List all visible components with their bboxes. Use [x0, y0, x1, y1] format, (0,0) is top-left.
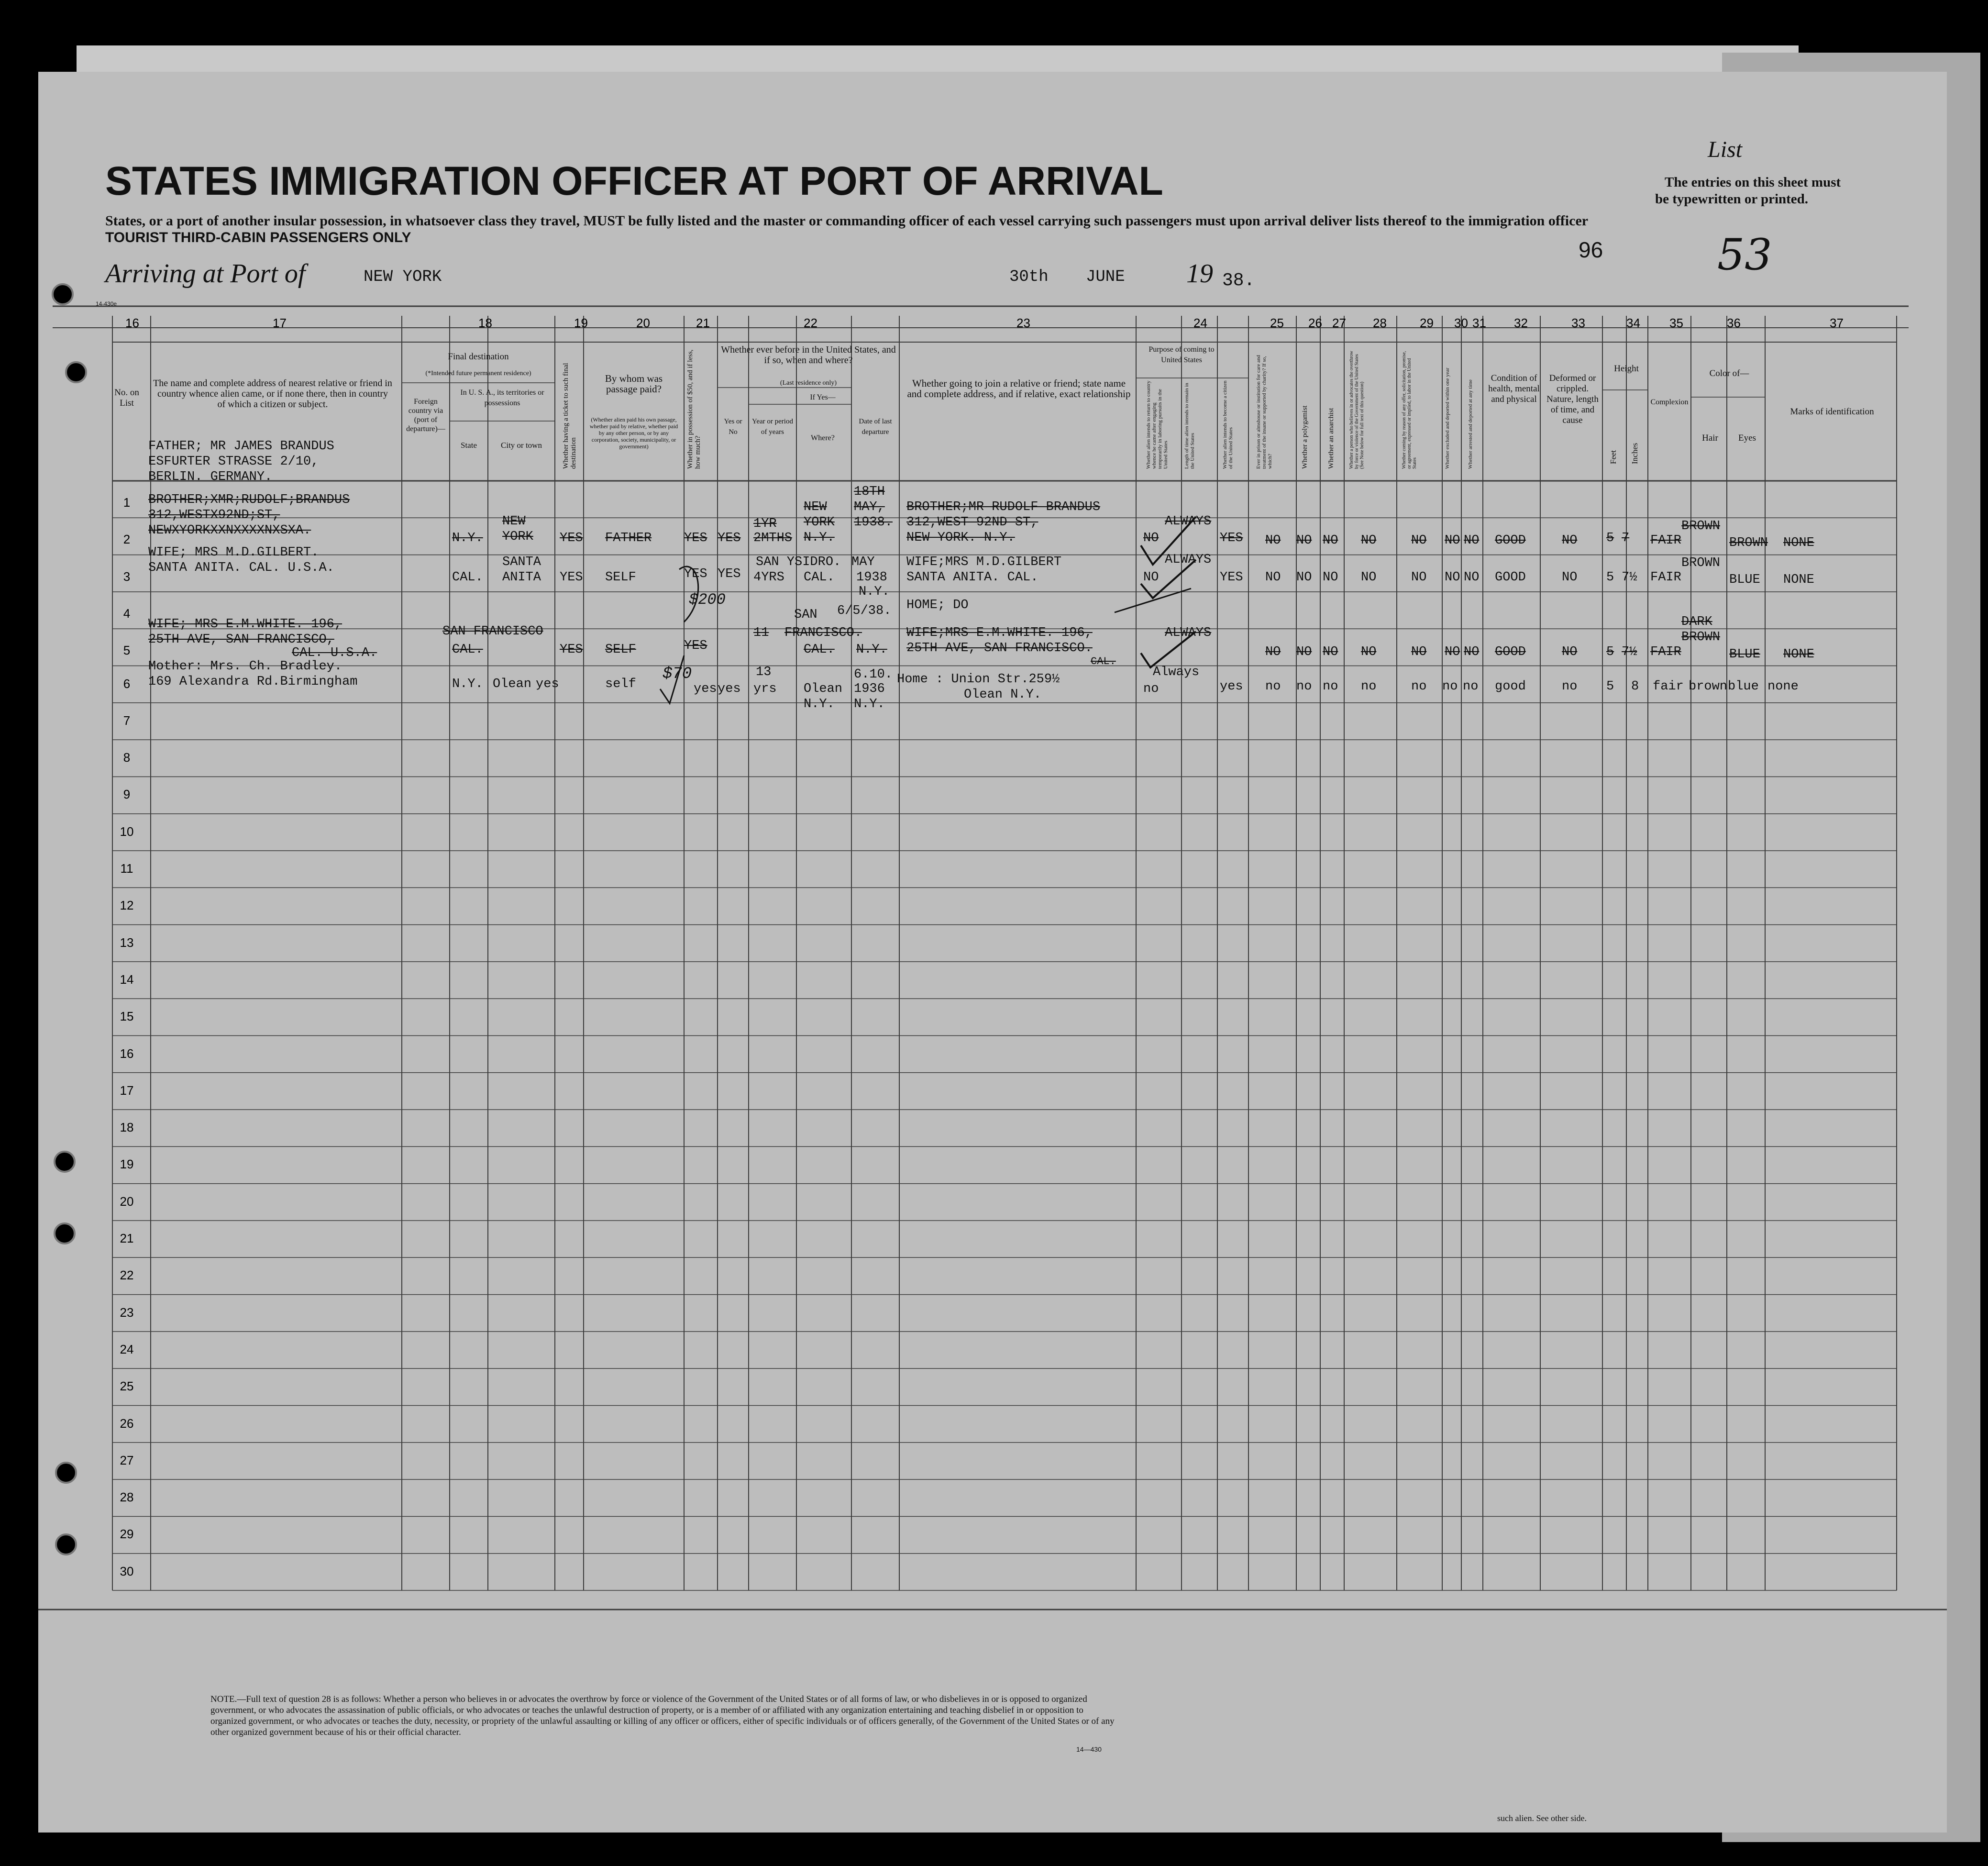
r1-join-3: NEW YORK. N.Y. — [906, 531, 1015, 545]
column-number: 36 — [1727, 316, 1741, 330]
r2-fifty-hand: $200 — [689, 591, 726, 609]
row-number: 11 — [120, 861, 133, 876]
r2-city-1: SANTA — [502, 555, 541, 569]
r2-c30: NO — [1445, 570, 1460, 585]
r2-c27: NO — [1323, 570, 1338, 585]
header-joining: Whether going to join a relative or friend; state name and complete address, and if relative, exact relationship — [907, 378, 1131, 400]
row-number: 17 — [120, 1083, 134, 1098]
r5-c25: no — [1265, 679, 1281, 694]
column-number: 33 — [1571, 316, 1585, 330]
r1-eyes: BROWN — [1729, 536, 1768, 550]
r1-fifty: YES — [684, 531, 707, 545]
r5-eyes: blue — [1728, 679, 1759, 694]
row-number: 10 — [120, 824, 134, 839]
r5-fifty-hand: $70 — [663, 665, 692, 683]
r1-relative-x2: 312,WESTX92ND;ST, — [148, 508, 280, 522]
r4-marks: NONE — [1783, 647, 1814, 662]
r1-date-2: MAY, — [854, 500, 885, 514]
r2-health: GOOD — [1495, 570, 1526, 585]
r1-c30: NO — [1445, 533, 1460, 548]
r2-join-1: WIFE;MRS M.D.GILBERT — [906, 555, 1062, 569]
entries-note-2: be typewritten or printed. — [1655, 191, 1809, 207]
footer-see-other: such alien. See other side. — [1497, 1813, 1587, 1823]
column-number: 16 — [125, 316, 139, 330]
header-fifty: Whether in possession of $50, and if less, how much? — [686, 349, 702, 469]
r5-inches: 8 — [1631, 679, 1639, 694]
r2-date-3: N.Y. — [859, 585, 890, 599]
list-number: 53 — [1717, 230, 1772, 280]
entries-note-1: The entries on this sheet must — [1665, 175, 1841, 190]
r2-relative-line2: SANTA ANITA. CAL. U.S.A. — [148, 561, 334, 575]
header-marks: Marks of identification — [1790, 407, 1874, 417]
r4-join-3: CAL. — [1091, 655, 1116, 667]
r4-ticket: YES — [560, 643, 583, 657]
header-final-destination: Final destination — [448, 352, 509, 362]
column-number: 30 — [1454, 316, 1468, 330]
r4-join-1: WIFE;MRS E.M.WHITE. 196, — [906, 626, 1093, 640]
r5-date-2: 1936 — [854, 682, 885, 696]
r4-health: GOOD — [1495, 645, 1526, 659]
header-col29: Whether coming by reason of any offer, solicitation, promise, or agreement, expressed or implied, to labor in the United States — [1402, 351, 1417, 469]
footer-form-code: 14—430 — [1076, 1745, 1102, 1753]
row-number: 16 — [120, 1046, 134, 1061]
r5-date-1: 6.10. — [854, 667, 893, 682]
footer-note: NOTE.—Full text of question 28 is as follows: Whether a person who believes in or advocates the overthrow by force or violence of the Government of the United States or of all forms of law, or who disbelieves in or is opposed to organized government, or who advocates the assassination of public officials, or who advocates or teaches the unlawful destruction of property, or is a member of or affiliated with any organization entertaining and teaching disbelief in or opposition to organized government, or who advocates or teaches the duty, necessity, or propriety of the unlawful assaulting or killing of any officer or officers, either of specific individuals or of officers generally, of the Government of the United States or of any other organized government because of his or their official character. — [210, 1694, 1115, 1737]
row-number: 14 — [120, 972, 134, 987]
r5-before: yes — [718, 682, 741, 696]
column-number: 32 — [1514, 316, 1528, 330]
r3-date: 6/5/38. — [837, 604, 892, 618]
r3-where: SAN — [794, 608, 817, 622]
r1-where-2: YORK — [804, 515, 835, 530]
header-before-us: Whether ever before in the United States, and if so, when and where? — [721, 344, 896, 366]
row-number: 13 — [120, 935, 134, 950]
r4-hair-1: DARK — [1681, 615, 1712, 629]
r1-c31: NO — [1464, 533, 1480, 548]
r2-c28: NO — [1361, 570, 1377, 585]
r4-c28: NO — [1361, 645, 1377, 659]
r2-years: 4YRS — [753, 570, 784, 585]
r5-citizen: yes — [1220, 679, 1243, 694]
header-col31: Whether arrested and deported at any time — [1468, 379, 1473, 469]
r1-join-1: BROTHER;MR RUDOLF BRANDUS — [906, 500, 1101, 514]
column-number: 37 — [1830, 316, 1844, 330]
row-number: 28 — [120, 1490, 134, 1505]
column-number: 27 — [1332, 316, 1346, 330]
row-number: 21 — [120, 1231, 134, 1245]
list-label: List — [1708, 137, 1743, 162]
column-number: 31 — [1472, 316, 1486, 330]
r4-hair-2: BROWN — [1681, 630, 1721, 644]
r4-paid: SELF — [605, 643, 636, 657]
r5-complexion: fair — [1653, 679, 1684, 694]
r1-citizen: YES — [1220, 531, 1243, 545]
r1-marks: NONE — [1783, 536, 1814, 550]
r2-date-2: 1938 — [856, 570, 887, 585]
r1-hair: BROWN — [1681, 519, 1721, 533]
header-purpose-citizen: Whether alien intends to become a citizen of the United States — [1222, 380, 1234, 469]
column-number: 23 — [1016, 316, 1030, 330]
r4-c31: NO — [1464, 645, 1480, 659]
column-number: 18 — [478, 316, 492, 330]
r2-marks: NONE — [1783, 573, 1814, 587]
r2-citizen: YES — [1220, 570, 1243, 585]
r1-city-2: YORK — [502, 530, 533, 544]
r2-city-2: ANITA — [502, 570, 541, 585]
r4-eyes: BLUE — [1729, 647, 1760, 662]
r4-state: CAL. — [452, 643, 483, 657]
r4-where-1: FRANCISCO. — [784, 626, 862, 640]
r4-inches: 7½ — [1622, 645, 1637, 659]
r2-eyes: BLUE — [1729, 573, 1760, 587]
r2-c26: NO — [1296, 570, 1312, 585]
r5-health: good — [1495, 679, 1526, 694]
r1-city-1: NEW — [502, 514, 526, 529]
r1-relative-line3: BERLIN. GERMANY. — [148, 470, 273, 484]
r5-paid: self — [605, 677, 636, 691]
column-number: 24 — [1193, 316, 1207, 330]
r1-feet: 5 — [1606, 531, 1614, 545]
column-number: 34 — [1626, 316, 1640, 330]
header-inches: Inches — [1630, 443, 1639, 464]
r2-c25: NO — [1265, 570, 1281, 585]
header-color-of: Color of— — [1709, 368, 1749, 378]
row-number: 24 — [120, 1342, 134, 1356]
column-number: 17 — [273, 316, 287, 330]
row-number: 30 — [120, 1564, 134, 1578]
r5-c26: no — [1296, 679, 1312, 694]
r4-c29: NO — [1411, 645, 1427, 659]
row-number: 8 — [123, 750, 131, 765]
r5-return: no — [1143, 682, 1159, 696]
row-number: 25 — [120, 1379, 134, 1394]
row-number: 18 — [120, 1120, 134, 1135]
row-number: 6 — [123, 676, 131, 691]
r1-relative-line2: ESFURTER STRASSE 2/10, — [148, 455, 319, 469]
date-day: 30th — [1009, 268, 1049, 286]
header-city: City or town — [501, 441, 542, 450]
r5-join-1: Home : Union Str.259½ — [897, 672, 1060, 687]
header-year-period: Year or period of years — [752, 418, 793, 436]
header-feet: Feet — [1609, 450, 1618, 464]
r4-length: ALWAYS — [1165, 626, 1212, 640]
header-eyes: Eyes — [1738, 433, 1756, 443]
r1-paid: FATHER — [605, 531, 652, 545]
header-nearest-relative: The name and complete address of nearest relative or friend in country whence alien came, or if none there, then in country of which a citizen or subject. — [153, 378, 392, 410]
r4-where-2: CAL. — [804, 643, 835, 657]
r1-where-3: N.Y. — [804, 531, 835, 545]
r5-where-2: N.Y. — [804, 697, 835, 711]
r4-complexion: FAIR — [1650, 645, 1681, 659]
row-number: 9 — [123, 787, 131, 802]
r5-years-2: yrs — [753, 682, 777, 696]
row-number: 1 — [123, 495, 131, 510]
r1-c29: NO — [1411, 533, 1427, 548]
r5-years-1: 13 — [756, 665, 772, 679]
r2-feet: 5 — [1606, 570, 1614, 585]
r2-relative-line1: WIFE; MRS M.D.GILBERT. — [148, 545, 319, 560]
header-hair: Hair — [1702, 433, 1718, 443]
r4-fifty: YES — [684, 639, 707, 653]
arriving-label: Arriving at Port of — [105, 259, 306, 289]
header-passage-paid: By whom was passage paid? — [605, 373, 663, 395]
column-number: 19 — [574, 316, 588, 330]
header-state: State — [461, 441, 477, 450]
r1-date-1: 18TH — [854, 485, 885, 499]
column-number: 35 — [1669, 316, 1683, 330]
r1-relative-x3: NEWXYORKXXNXXXXNXSXA. — [148, 523, 311, 538]
header-date-departure: Date of last departure — [859, 418, 892, 436]
form-code-top: 14-430e — [96, 300, 117, 307]
header-if-yes: If Yes— — [810, 393, 836, 401]
r1-relative-x1: BROTHER;XMR;RUDOLF;BRANDUS — [148, 493, 350, 507]
r5-date-3: N.Y. — [854, 697, 885, 711]
r4-date: N.Y. — [856, 643, 887, 657]
r2-c29: NO — [1411, 570, 1427, 585]
r5-hair: brown — [1689, 679, 1728, 694]
header-foreign-country: Foreign country via (port of departure)— — [406, 398, 445, 433]
r2-deformed: NO — [1562, 570, 1578, 585]
r2-ticket: YES — [560, 570, 583, 585]
header-passage-note: (Whether alien paid his own passage, whether paid by relative, whether paid by any other person, or by any corporation, society, municipality, or government) — [589, 416, 678, 450]
header-condition: Condition of health, mental and physical — [1488, 373, 1540, 404]
r1-state: N.Y. — [452, 531, 483, 545]
r1-length: ALWAYS — [1165, 514, 1212, 529]
header-complexion: Complexion — [1650, 398, 1689, 406]
header-ticket: Whether having a ticket to such final destination — [562, 363, 577, 469]
r5-where: Olean — [804, 682, 843, 696]
r2-return: NO — [1143, 570, 1159, 585]
row-number: 7 — [123, 713, 131, 728]
r3-join: HOME; DO — [906, 598, 969, 612]
r2-before: YES — [718, 567, 741, 581]
r2-where-2: CAL. — [804, 570, 835, 585]
class-line: TOURIST THIRD-CABIN PASSENGERS ONLY — [105, 230, 411, 245]
r4-deformed: NO — [1562, 645, 1578, 659]
r1-c28: NO — [1361, 533, 1377, 548]
header-no-on-list: No. on List — [114, 388, 139, 408]
r1-date-3: 1938. — [854, 515, 893, 530]
column-number: 22 — [804, 316, 817, 330]
r2-inches: 7½ — [1622, 570, 1637, 585]
row-number: 2 — [123, 532, 131, 547]
r5-c30: no — [1442, 679, 1458, 694]
r5-state: N.Y. — [452, 677, 483, 691]
header-last-residence: (Last residence only) — [780, 379, 837, 387]
header-col28: Whether a person who believes in or advocates the overthrow by force or violence of the Government of the United States (See Note below for full text of this question) — [1349, 351, 1365, 469]
year-prefix: 19 — [1186, 259, 1213, 289]
r1-return: NO — [1143, 531, 1159, 545]
r1-deformed: NO — [1562, 533, 1578, 548]
r1-c27: NO — [1323, 533, 1338, 548]
r1-join-2: 312,WEST 92ND ST, — [906, 515, 1038, 530]
header-in-usa: In U. S. A., its territories or possessions — [460, 389, 544, 407]
r5-relative-line2: 169 Alexandra Rd.Birmingham — [148, 675, 358, 689]
r5-deformed: no — [1562, 679, 1578, 694]
row-number: 5 — [123, 643, 131, 658]
r5-relative-line1: Mother: Mrs. Ch. Bradley. — [148, 659, 342, 674]
r4-c30: NO — [1445, 645, 1460, 659]
r5-c29: no — [1411, 679, 1427, 694]
r2-length: ALWAYS — [1165, 553, 1212, 567]
header-deformed: Deformed or crippled. Nature, length of time, and cause — [1546, 373, 1599, 425]
row-number: 29 — [120, 1527, 134, 1542]
r5-city: Olean — [493, 677, 532, 691]
header-col27: Whether an anarchist — [1327, 408, 1335, 469]
row-number: 20 — [120, 1194, 134, 1209]
row-number: 15 — [120, 1009, 134, 1024]
row-number: 27 — [120, 1453, 134, 1467]
r1-ticket: YES — [560, 531, 583, 545]
r1-years-2: 2MTHS — [753, 531, 793, 545]
r4-relative-line3: CAL. U.S.A. — [292, 646, 377, 660]
r1-inches: 7 — [1622, 531, 1630, 545]
r1-where-1: NEW — [804, 500, 827, 514]
r4-c25: NO — [1265, 645, 1281, 659]
column-number: 28 — [1373, 316, 1387, 330]
r2-hair: BROWN — [1681, 556, 1721, 570]
r1-years-1: 1YR — [753, 517, 777, 531]
date-month: JUNE — [1086, 268, 1125, 286]
column-number: 29 — [1420, 316, 1434, 330]
column-number: 21 — [696, 316, 710, 330]
r4-foreign: SAN FRANCISCO — [442, 624, 543, 639]
r5-fifty: yes — [694, 682, 717, 696]
row-number: 26 — [120, 1416, 134, 1431]
r5-marks: none — [1767, 679, 1799, 694]
header-purpose: Purpose of coming to United States — [1149, 345, 1215, 364]
column-number: 26 — [1308, 316, 1322, 330]
header-final-destination-note: (*Intended future permanent residence) — [425, 370, 531, 377]
r4-relative-line2: 25TH AVE, SAN FRANCISCO, — [148, 633, 334, 647]
r5-c27: no — [1323, 679, 1338, 694]
r4-years: 11 — [753, 626, 769, 640]
r1-health: GOOD — [1495, 533, 1526, 548]
column-number: 20 — [636, 316, 650, 330]
header-height: Height — [1614, 364, 1639, 374]
row-number: 22 — [120, 1268, 134, 1283]
r4-c26: NO — [1296, 645, 1312, 659]
instructions-text: States, or a port of another insular possession, in whatsoever class they travel, MUST be fully listed and the master or commanding officer of each vessel carrying such passengers must upon arrival deliver lists thereof to the immigration officer — [105, 213, 1589, 229]
page-title: STATES IMMIGRATION OFFICER AT PORT OF ARRIVAL — [105, 158, 1163, 203]
r1-c25: NO — [1265, 533, 1281, 548]
r4-c27: NO — [1323, 645, 1338, 659]
r5-c31: no — [1463, 679, 1479, 694]
header-where: Where? — [811, 434, 835, 442]
row-number: 4 — [123, 606, 131, 621]
r2-state: CAL. — [452, 570, 483, 585]
r2-complexion: FAIR — [1650, 570, 1681, 585]
row-number: 23 — [120, 1305, 134, 1320]
header-yes-no: Yes or No — [724, 418, 742, 436]
r1-before: YES — [718, 531, 741, 545]
r5-c28: no — [1361, 679, 1377, 694]
r2-date-1: MAY — [851, 555, 875, 569]
header-purpose-return: Whether alien intends to return to country whence he came after engaging temporarily in laboring pursuits in the United States — [1146, 380, 1169, 469]
header-col30: Whether excluded and deported within one year — [1445, 367, 1450, 469]
r5-length: Always — [1153, 665, 1200, 679]
r1-complexion: FAIR — [1650, 533, 1681, 548]
r5-ticket: yes — [536, 677, 559, 691]
r1-c26: NO — [1296, 533, 1312, 548]
port-value: NEW YORK — [364, 268, 442, 286]
header-col25: Ever in prison or almshouse or institution for care and treatment of the insane or supported by charity? If so, which? — [1256, 355, 1273, 469]
r4-relative-line1: WIFE; MRS E.M.WHITE. 196, — [148, 617, 342, 632]
r2-where-1: SAN YSIDRO. — [756, 555, 841, 569]
row-number: 19 — [120, 1157, 134, 1172]
r2-paid: SELF — [605, 570, 636, 585]
r2-fifty: YES — [684, 567, 707, 581]
row-number: 12 — [120, 898, 134, 913]
r4-join-2: 25TH AVE, SAN FRANCISCO. — [906, 641, 1093, 655]
r4-feet: 5 — [1606, 645, 1614, 659]
column-number: 25 — [1270, 316, 1284, 330]
header-col26: Whether a polygamist — [1301, 405, 1309, 469]
sheet-number: 96 — [1579, 237, 1603, 262]
row-number: 3 — [123, 569, 131, 584]
year-suffix: 38. — [1222, 270, 1255, 291]
r2-join-2: SANTA ANITA. CAL. — [906, 570, 1038, 585]
r5-feet: 5 — [1606, 679, 1614, 694]
r5-join-2: Olean N.Y. — [964, 688, 1042, 702]
header-purpose-length: Length of time alien intends to remain in the United States — [1184, 383, 1195, 469]
r2-c31: NO — [1464, 570, 1480, 585]
r1-relative-line1: FATHER; MR JAMES BRANDUS — [148, 439, 334, 454]
